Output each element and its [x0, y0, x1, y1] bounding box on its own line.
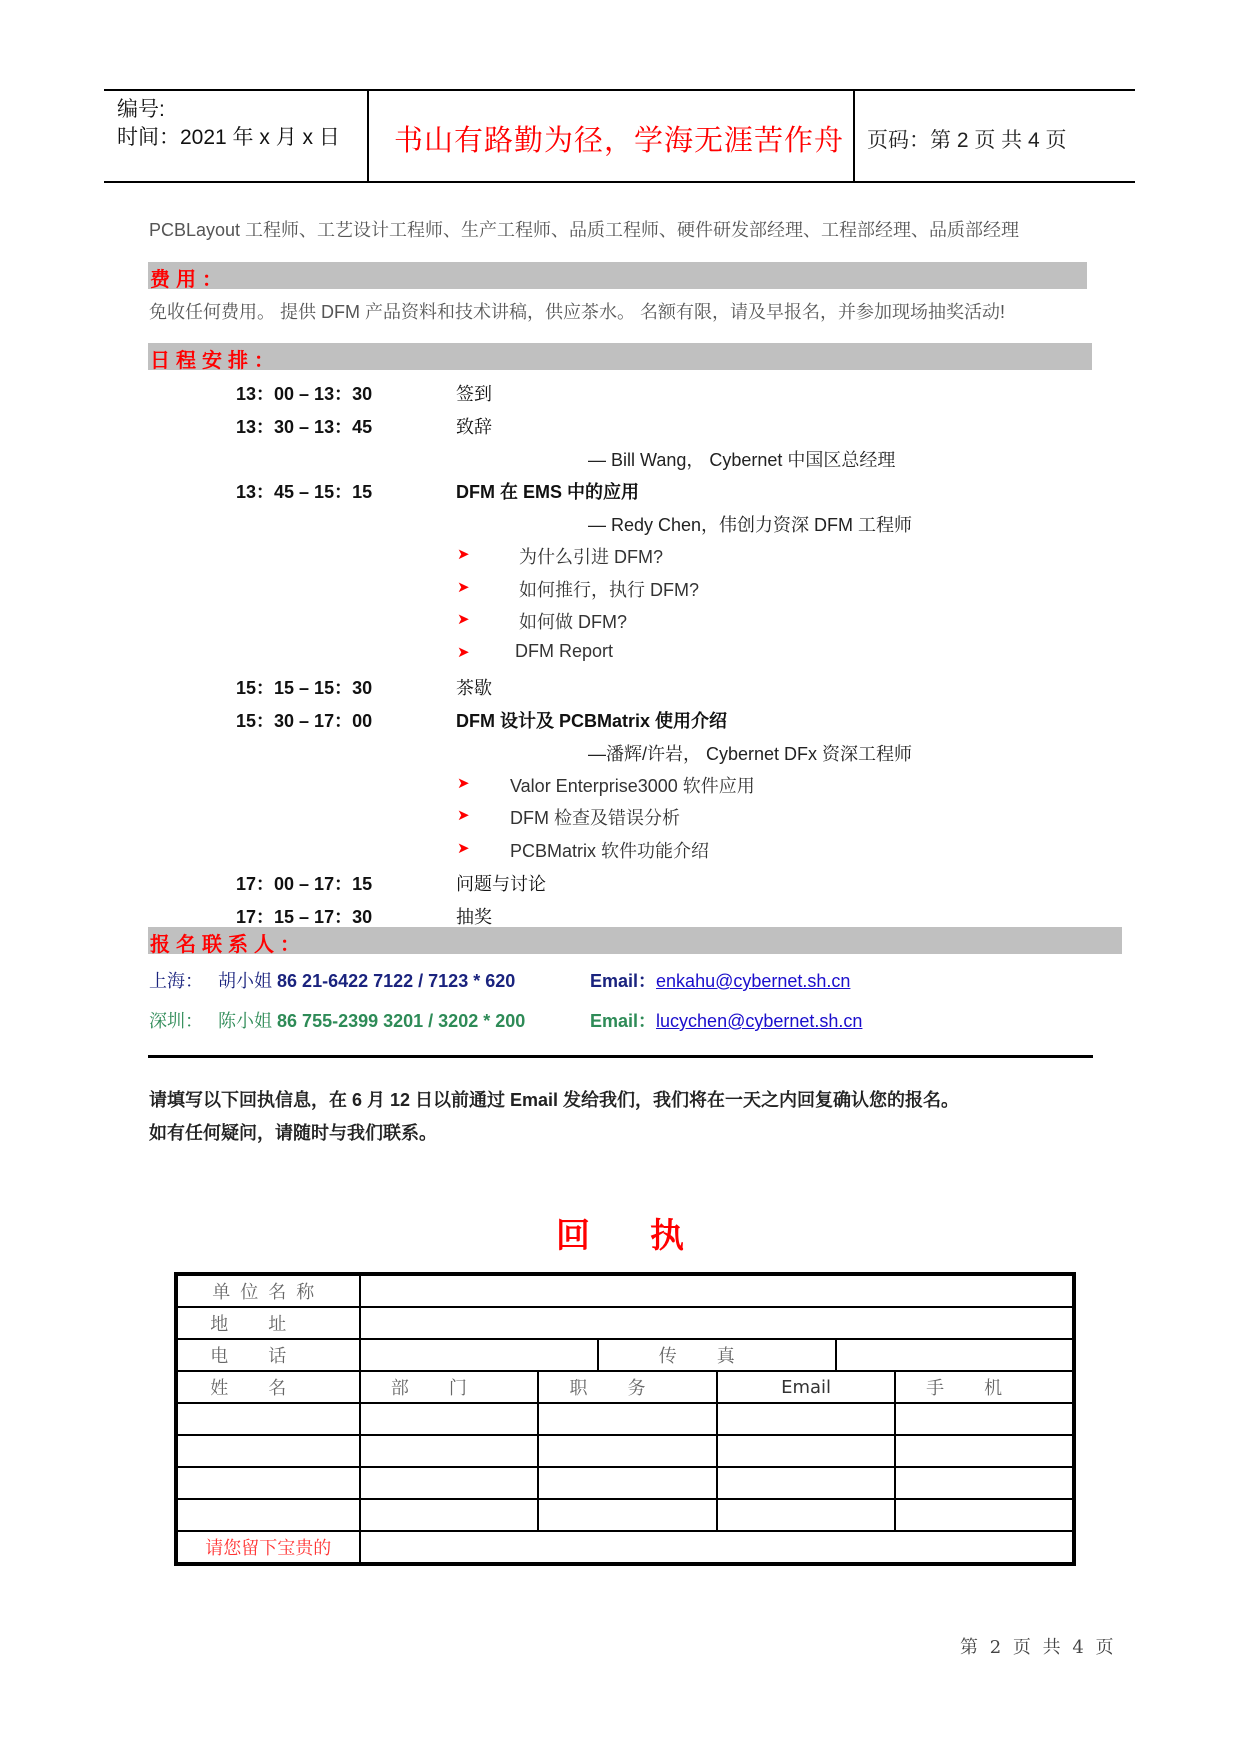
bullet-arrow-icon: ➤ [457, 840, 470, 857]
company-label: 单位名称 [176, 1274, 360, 1307]
contact-phone: 86 21-6422 7122 / 7123 * 620 [277, 971, 516, 991]
schedule-activity: DFM 在 EMS 中的应用 [456, 482, 639, 502]
column-header: 职务 [538, 1371, 717, 1403]
bullet-arrow-icon: ➤ [457, 644, 470, 661]
notice-line-1: 请填写以下回执信息，在 6 月 12 日以前通过 Email 发给我们，我们将在一天之内回复确认您的报名。 [149, 1090, 960, 1110]
email-label: Email： [590, 971, 657, 991]
schedule-activity: 致辞 [456, 417, 492, 437]
reply-form-title: 回执 [556, 1216, 744, 1256]
title-cell[interactable] [538, 1499, 717, 1531]
schedule-time: 13：30 – 13：45 [236, 417, 373, 437]
form-row-comment [176, 1531, 1074, 1564]
form-row-company [176, 1274, 1074, 1307]
title-cell[interactable] [538, 1435, 717, 1467]
phone-label: 电话 [176, 1339, 360, 1371]
header-motto: 书山有路勤为径，学海无涯苦作舟 [394, 123, 845, 157]
contact-city: 上海： [149, 971, 203, 991]
dept-cell[interactable] [360, 1467, 539, 1499]
reply-form-table [174, 1272, 1076, 1566]
form-header-row [176, 1371, 1074, 1403]
contact-name: 胡小姐 [218, 971, 273, 991]
column-header: 姓名 [176, 1371, 360, 1403]
mobile-cell[interactable] [895, 1467, 1074, 1499]
bullet-arrow-icon: ➤ [457, 579, 470, 596]
schedule-activity: 问题与讨论 [456, 874, 546, 894]
schedule-bullet: DFM 检查及错误分析 [510, 808, 680, 828]
title-cell[interactable] [538, 1467, 717, 1499]
phone-input[interactable] [360, 1339, 598, 1371]
fax-input[interactable] [836, 1339, 1075, 1371]
dept-cell[interactable] [360, 1499, 539, 1531]
address-input[interactable] [360, 1307, 1074, 1339]
email-cell[interactable] [717, 1435, 896, 1467]
header-top-border [104, 89, 1135, 91]
contact-shanghai [149, 967, 515, 993]
schedule-bullet: Valor Enterprise3000 软件应用 [510, 776, 755, 796]
attendee-row [176, 1403, 1074, 1435]
column-header: Email [717, 1371, 896, 1403]
title-cell[interactable] [538, 1403, 717, 1435]
fee-title: 费用： [150, 269, 228, 291]
header-divider [853, 89, 855, 182]
schedule-activity: 抽奖 [456, 907, 492, 927]
schedule-speaker: — Redy Chen，伟创力资深 DFM 工程师 [588, 515, 913, 535]
schedule-time: 17：15 – 17：30 [236, 907, 373, 927]
bullet-arrow-icon: ➤ [457, 807, 470, 824]
attendee-row [176, 1435, 1074, 1467]
column-header: 手机 [895, 1371, 1074, 1403]
contact-city: 深圳： [149, 1011, 203, 1031]
fee-text: 免收任何费用。 提供 DFM 产品资料和技术讲稿，供应茶水。 名额有限，请及早报名，并参加现场抽奖活动! [149, 302, 1005, 322]
company-input[interactable] [360, 1274, 1074, 1307]
schedule-bullet: 如何推行，执行 DFM? [519, 580, 699, 600]
address-label: 地址 [176, 1307, 360, 1339]
schedule-section-bar [148, 343, 1092, 370]
contact-shenzhen [149, 1007, 525, 1033]
dept-cell[interactable] [360, 1403, 539, 1435]
header-divider [367, 89, 369, 182]
schedule-activity: 签到 [456, 384, 492, 404]
name-cell[interactable] [176, 1467, 360, 1499]
contact-phone: 86 755-2399 3201 / 3202 * 200 [277, 1011, 526, 1031]
schedule-time: 13：00 – 13：30 [236, 384, 373, 404]
schedule-time: 15：30 – 17：00 [236, 711, 373, 731]
bullet-arrow-icon: ➤ [457, 546, 470, 563]
contacts-title: 报名联系人： [150, 934, 306, 956]
mobile-cell[interactable] [895, 1435, 1074, 1467]
page-indicator: 页码：第 2 页 共 4 页 [867, 129, 1067, 152]
comment-label: 请您留下宝贵的 [176, 1531, 360, 1564]
schedule-bullet: 如何做 DFM? [519, 612, 627, 632]
attendee-row [176, 1467, 1074, 1499]
contact-name: 陈小姐 [218, 1011, 273, 1031]
contact-email-shenzhen [590, 1007, 862, 1033]
email-cell[interactable] [717, 1499, 896, 1531]
section-divider [148, 1055, 1093, 1058]
name-cell[interactable] [176, 1499, 360, 1531]
column-header: 部门 [360, 1371, 539, 1403]
header-bottom-border [104, 181, 1135, 183]
form-row-phone [176, 1339, 1074, 1371]
email-link[interactable]: lucychen@cybernet.sh.cn [656, 1011, 863, 1031]
bullet-arrow-icon: ➤ [457, 611, 470, 628]
schedule-time: 17：00 – 17：15 [236, 874, 373, 894]
notice-line-2: 如有任何疑问，请随时与我们联系。 [149, 1123, 437, 1143]
email-link[interactable]: enkahu@cybernet.sh.cn [656, 971, 851, 991]
schedule-activity: DFM 设计及 PCBMatrix 使用介绍 [456, 711, 728, 731]
schedule-speaker: —潘辉/许岩， Cybernet DFx 资深工程师 [588, 744, 913, 764]
schedule-bullet: PCBMatrix 软件功能介绍 [510, 841, 710, 861]
page-footer: 第 2 页 共 4 页 [960, 1637, 1114, 1658]
email-cell[interactable] [717, 1467, 896, 1499]
email-label: Email： [590, 1011, 657, 1031]
comment-input[interactable] [360, 1531, 1074, 1564]
schedule-time: 15：15 – 15：30 [236, 678, 373, 698]
name-cell[interactable] [176, 1435, 360, 1467]
mobile-cell[interactable] [895, 1403, 1074, 1435]
bullet-arrow-icon: ➤ [457, 775, 470, 792]
form-row-address [176, 1307, 1074, 1339]
schedule-activity: 茶歇 [456, 678, 492, 698]
schedule-time: 13：45 – 15：15 [236, 482, 373, 502]
attendee-row [176, 1499, 1074, 1531]
schedule-speaker: — Bill Wang， Cybernet 中国区总经理 [588, 450, 896, 470]
fee-section-bar [148, 262, 1087, 289]
contacts-section-bar [148, 927, 1122, 954]
dept-cell[interactable] [360, 1435, 539, 1467]
date-label: 时间：2021 年 x 月 x 日 [117, 126, 340, 149]
mobile-cell[interactable] [895, 1499, 1074, 1531]
serial-label: 编号: [117, 98, 165, 121]
contact-email-shanghai [590, 967, 850, 993]
audience-text: PCBLayout 工程师、工艺设计工程师、生产工程师、品质工程师、硬件研发部经理、工程部经理、品质部经理 [149, 220, 1020, 240]
schedule-bullet: DFM Report [515, 641, 614, 661]
email-cell[interactable] [717, 1403, 896, 1435]
schedule-bullet: 为什么引进 DFM? [519, 547, 663, 567]
fax-label: 传真 [598, 1339, 835, 1371]
schedule-title: 日程安排： [150, 350, 280, 372]
name-cell[interactable] [176, 1403, 360, 1435]
